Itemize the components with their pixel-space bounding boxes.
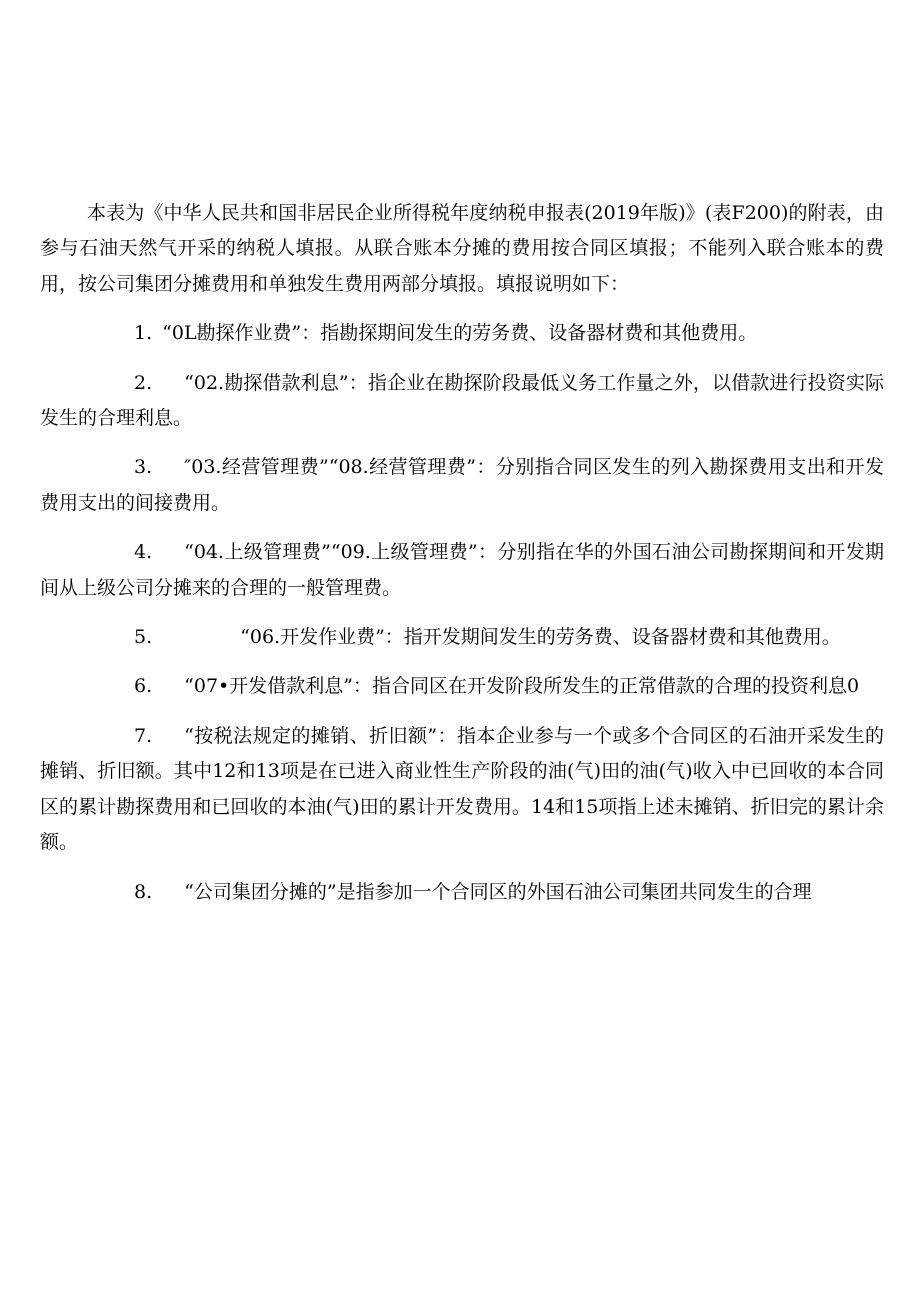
list-item [40,535,884,606]
item-text: “02.勘探借款利息”：指企业在勘探阶段最低义务工作量之外，以借款进行投资实际发生的合理利息。 [40,371,884,430]
item-number: 8. [134,880,153,903]
item-number: 7. [134,724,153,747]
item-text: “按税法规定的摊销、折旧额”：指本企业参与一个或多个合同区的石油开采发生的摊销、折旧额。其中12和13项是在已进入商业性生产阶段的油(气)田的油(气)收入中已回收的本合同区的累计勘探费用和已回收的本油(气)田的累计开发费用。14和15项指上述未摊销、折旧完的累计余额。 [40,724,884,854]
list-item [40,450,884,521]
intro-paragraph: 本表为《中华人民共和国非居民企业所得税年度纳税申报表(2019年版)》(表F200)的附表，由参与石油天然气开采的纳税人填报。从联合账本分摊的费用按合同区填报；不能列入联合账本的费用，按公司集团分摊费用和单独发生费用两部分填报。填报说明如下： [40,202,884,295]
list-item [40,620,884,655]
item-text: “06.开发作业费”：指开发期间发生的劳务费、设备器材费和其他费用。 [240,626,841,649]
item-text: “0L勘探作业费”：指勘探期间发生的劳务费、设备器材费和其他费用。 [162,322,758,345]
document-page [40,196,884,910]
item-number: 4. [134,541,153,564]
item-text: “公司集团分摊的”是指参加一个合同区的外国石油公司集团共同发生的合理 [184,880,812,903]
item-number: 2. [134,371,153,394]
list-item [40,366,884,437]
item-number: 1. [134,322,153,345]
item-text: “07•开发借款利息”：指合同区在开发阶段所发生的正常借款的合理的投资利息0 [184,675,860,698]
list-item [40,316,884,351]
item-number: 6. [134,675,153,698]
item-text: “04.上级管理费”“09.上级管理费”：分别指在华的外国石油公司勘探期间和开发期间从上级公司分摊来的合理的一般管理费。 [40,541,884,599]
item-text: ″03.经营管理费”“08.经营管理费”：分别指合同区发生的列入勘探费用支出和开发费用支出的间接费用。 [40,456,884,514]
list-item [40,719,884,861]
item-number: 3. [134,456,153,479]
item-number: 5. [134,626,153,649]
list-item [40,875,884,910]
list-item [40,669,884,704]
